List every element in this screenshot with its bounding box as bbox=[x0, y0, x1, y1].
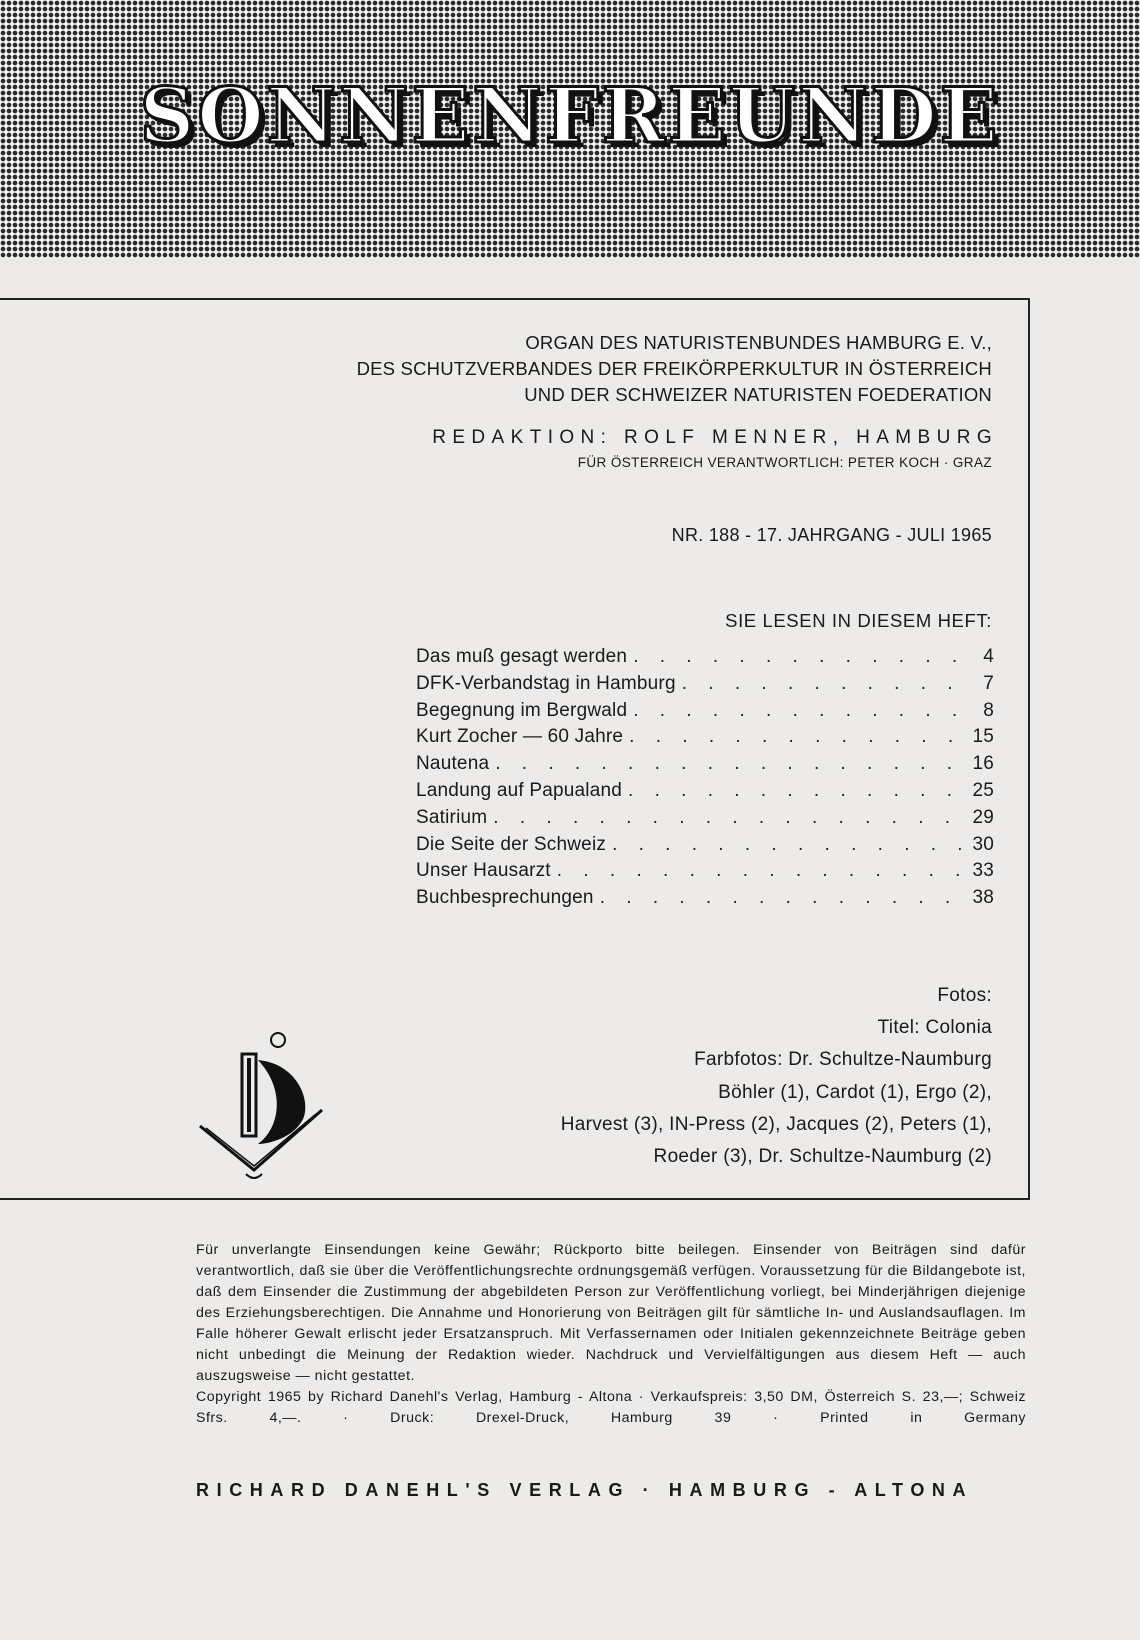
toc-page: 7 bbox=[983, 672, 994, 694]
publisher-logo-icon bbox=[196, 1020, 326, 1220]
toc-title: DFK-Verbandstag in Hamburg bbox=[416, 672, 676, 694]
photo-credit-line: Farbfotos: Dr. Schultze-Naumburg bbox=[694, 1049, 992, 1071]
issue-number: NR. 188 - 17. JAHRGANG - JULI 1965 bbox=[671, 525, 992, 545]
toc-leader bbox=[633, 646, 966, 668]
toc-entry bbox=[416, 700, 994, 727]
toc-title: Buchbesprechungen bbox=[416, 887, 594, 909]
table-of-contents bbox=[416, 646, 994, 914]
photo-credit-line: Harvest (3), IN-Press (2), Jacques (2), Peters (1), bbox=[560, 1113, 992, 1135]
photo-credit-line: Titel: Colonia bbox=[877, 1017, 992, 1039]
toc-title: Satirium bbox=[416, 806, 488, 828]
toc-entry bbox=[416, 780, 994, 807]
toc-entry bbox=[416, 860, 994, 887]
toc-leader bbox=[628, 780, 966, 802]
toc-entry bbox=[416, 726, 994, 753]
toc-leader bbox=[682, 673, 966, 695]
austria-editor-line: FÜR ÖSTERREICH VERANTWORTLICH: PETER KOCH · GRAZ bbox=[577, 455, 992, 470]
editor-line: REDAKTION: ROLF MENNER, HAMBURG bbox=[432, 427, 998, 448]
toc-page: 30 bbox=[972, 833, 994, 855]
photo-credits bbox=[561, 980, 992, 1173]
toc-leader bbox=[557, 860, 966, 882]
toc-page: 16 bbox=[972, 753, 994, 775]
toc-title: Unser Hausarzt bbox=[416, 860, 551, 882]
organ-line: DES SCHUTZVERBANDES DER FREIKÖRPERKULTUR IN ÖSTERREICH bbox=[356, 358, 992, 379]
contents-heading: SIE LESEN IN DIESEM HEFT: bbox=[725, 610, 992, 631]
toc-leader bbox=[495, 753, 966, 775]
toc-title: Nautena bbox=[416, 753, 490, 775]
copyright-text: Copyright 1965 by Richard Danehl's Verlag, Hamburg - Altona · Verkaufspreis: 3,50 DM, Österreich S. 23,—; Schweiz Sfrs. 4,—. · Druck: Drexel-Druck, Hamburg 39 · Printed in Germany bbox=[196, 1389, 1026, 1426]
toc-title: Kurt Zocher — 60 Jahre bbox=[416, 726, 624, 748]
toc-page: 29 bbox=[972, 806, 994, 828]
toc-title: Die Seite der Schweiz bbox=[416, 833, 607, 855]
photo-credits-heading: Fotos: bbox=[937, 985, 992, 1006]
photo-credit-line: Roeder (3), Dr. Schultze-Naumburg (2) bbox=[653, 1146, 992, 1168]
toc-page: 38 bbox=[972, 887, 994, 909]
toc-leader bbox=[493, 807, 966, 829]
toc-entry bbox=[416, 834, 994, 861]
toc-title: Das muß gesagt werden bbox=[416, 646, 628, 667]
organ-line: ORGAN DES NATURISTENBUNDES HAMBURG E. V., bbox=[525, 332, 992, 353]
toc-entry bbox=[416, 807, 994, 834]
toc-leader bbox=[633, 700, 966, 722]
toc-page: 33 bbox=[972, 860, 994, 882]
toc-leader bbox=[612, 834, 966, 856]
disclaimer-text: Für unverlangte Einsendungen keine Gewähr; Rückporto bitte beilegen. Einsender von Beiträgen sind dafür verantwortlich, daß sie über die Veröffentlichungsrechte ordnungsgemäß verfügen. Voraussetzung für die Bildangebote ist, daß dem Einsender die Zustimmung der abgebildeten Person zur Veröffentlichung vorliegt, bei Minderjährigen diejenige des Erziehungsberechtigen. Die Annahme und Honorierung von Beiträgen gilt für sämtliche In- und Auslandsauflagen. Im Falle höherer Gewalt erlischt jeder Ersatzanspruch. Mit Verfassernamen oder Initialen gekennzeichnete Beiträge geben nicht unbedingt die Meinung der Redaktion wieder. Nachdruck und Vervielfältigungen aus diesem Heft — auch auszugsweise — nicht gestattet. bbox=[196, 1242, 1026, 1384]
issue-info-box bbox=[0, 298, 1030, 1200]
toc-title: Landung auf Papualand bbox=[416, 779, 623, 801]
organ-line: UND DER SCHWEIZER NATURISTEN FOEDERATION bbox=[524, 384, 992, 405]
masthead-banner bbox=[0, 0, 1140, 258]
toc-entry bbox=[416, 753, 994, 780]
toc-entry bbox=[416, 646, 994, 673]
publisher-imprint: RICHARD DANEHL'S VERLAG · HAMBURG - ALTONA bbox=[196, 1480, 974, 1500]
toc-leader bbox=[600, 887, 966, 909]
toc-page: 8 bbox=[983, 699, 994, 721]
toc-leader bbox=[629, 726, 966, 748]
toc-entry bbox=[416, 887, 994, 914]
toc-page: 15 bbox=[972, 726, 994, 748]
toc-title: Begegnung im Bergwald bbox=[416, 699, 628, 721]
toc-entry bbox=[416, 673, 994, 700]
toc-page: 4 bbox=[983, 646, 994, 667]
legal-notice bbox=[196, 1240, 1026, 1429]
magazine-title: SONNENFREUNDE bbox=[139, 71, 1001, 160]
photo-credit-line: Böhler (1), Cardot (1), Ergo (2), bbox=[718, 1081, 992, 1103]
toc-page: 25 bbox=[972, 779, 994, 801]
